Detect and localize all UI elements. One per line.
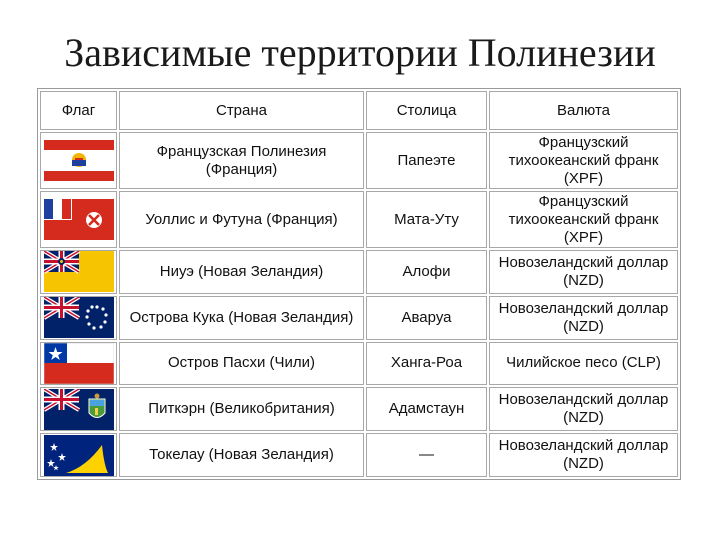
capital-cell: Алофи: [366, 250, 487, 294]
currency-cell: Новозеландский доллар (NZD): [489, 250, 678, 294]
cook-islands-flag-icon: [44, 297, 114, 338]
capital-cell: Адамстаун: [366, 387, 487, 431]
capital-cell: Мата-Уту: [366, 191, 487, 248]
header-currency: Валюта: [489, 91, 678, 130]
table-row: [40, 387, 678, 431]
capital-cell: Аваруа: [366, 296, 487, 340]
page-title: Зависимые территории Полинезии: [64, 30, 656, 75]
niue-flag-icon: [44, 251, 114, 292]
country-cell: Острова Кука (Новая Зеландия): [119, 296, 364, 340]
table-row: [40, 132, 678, 189]
currency-cell: Чилийское песо (CLP): [489, 342, 678, 386]
capital-cell: Ханга-Роа: [366, 342, 487, 386]
easter-island-chile-flag-icon: [44, 343, 114, 384]
territories-table: [37, 88, 681, 480]
country-cell: Питкэрн (Великобритания): [119, 387, 364, 431]
table-row: [40, 342, 678, 386]
currency-cell: Новозеландский доллар (NZD): [489, 387, 678, 431]
table-row: [40, 433, 678, 477]
table-header-row: [40, 91, 678, 130]
table-row: [40, 250, 678, 294]
country-cell: Остров Пасхи (Чили): [119, 342, 364, 386]
header-country: Страна: [119, 91, 364, 130]
tokelau-flag-icon: [44, 435, 114, 476]
wallis-futuna-flag-icon: [44, 199, 114, 240]
capital-cell: Папеэте: [366, 132, 487, 189]
pitcairn-flag-icon: [44, 389, 114, 430]
table-row: [40, 191, 678, 248]
country-cell: Уоллис и Футуна (Франция): [119, 191, 364, 248]
currency-cell: Новозеландский доллар (NZD): [489, 296, 678, 340]
table-row: [40, 296, 678, 340]
currency-cell: Французский тихоокеанский франк (XPF): [489, 191, 678, 248]
country-cell: Ниуэ (Новая Зеландия): [119, 250, 364, 294]
header-flag: Флаг: [40, 91, 117, 130]
header-capital: Столица: [366, 91, 487, 130]
capital-cell: —: [366, 433, 487, 477]
currency-cell: Новозеландский доллар (NZD): [489, 433, 678, 477]
country-cell: Французская Полинезия (Франция): [119, 132, 364, 189]
french-polynesia-flag-icon: [44, 140, 114, 181]
country-cell: Токелау (Новая Зеландия): [119, 433, 364, 477]
currency-cell: Французский тихоокеанский франк (XPF): [489, 132, 678, 189]
